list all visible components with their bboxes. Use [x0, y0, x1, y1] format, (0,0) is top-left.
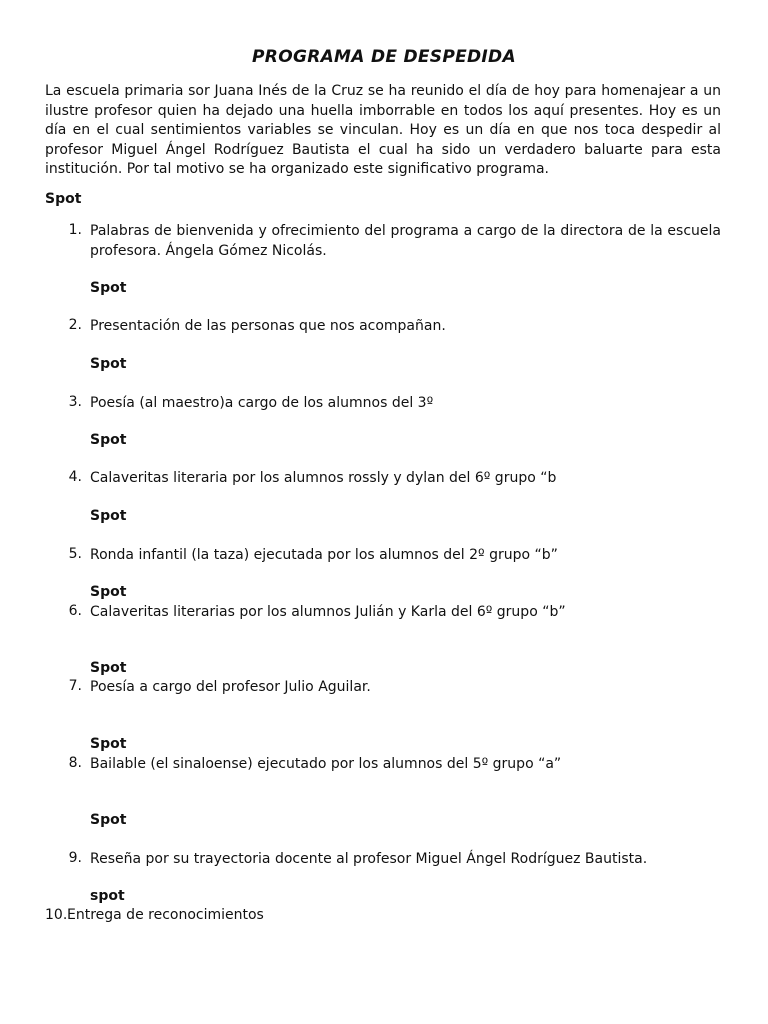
item-number: 6.	[68, 603, 82, 619]
item-number: 10.	[45, 907, 68, 923]
item-text: Calaveritas literaria por los alumnos rossly y dylan del 6º grupo “b	[90, 470, 557, 486]
item-text: Poesía a cargo del profesor Julio Aguilar.	[90, 679, 371, 695]
item-text: Reseña por su trayectoria docente al profesor Miguel Ángel Rodríguez Bautista.	[90, 851, 648, 867]
document-title: PROGRAMA DE DESPEDIDA	[252, 47, 516, 67]
intro-paragraph: La escuela primaria sor Juana Inés de la Cruz se ha reunido el día de hoy para homenajear a un ilustre profesor quien ha dejado una huella imborrable en todos los aquí presentes. Hoy es un día en el cual sentimientos variables se vinculan. Hoy es un día en que nos toca despedir al profesor Miguel Ángel Rodríguez Bautista el cual ha sido un verdadero baluarte para esta institución. Por tal motivo se ha organizado este significativo programa.	[45, 83, 721, 177]
item-text: Poesía (al maestro)a cargo de los alumnos del 3º	[90, 395, 434, 411]
item-text: Ronda infantil (la taza) ejecutada por los alumnos del 2º grupo “b”	[90, 547, 558, 563]
spot-label-5: Spot	[90, 584, 127, 600]
item-text: Palabras de bienvenida y ofrecimiento del programa a cargo de la directora de la escuela profesora. Ángela Gómez Nicolás.	[90, 223, 721, 259]
item-number: 2.	[68, 317, 82, 333]
item-number: 5.	[68, 546, 82, 562]
item-number: 1.	[68, 222, 82, 238]
spot-label-8: Spot	[90, 812, 127, 828]
item-number: 4.	[68, 469, 82, 485]
item-number: 8.	[68, 755, 82, 771]
spot-label-9: spot	[90, 888, 125, 904]
spot-label-6: Spot	[90, 660, 127, 676]
item-text: Calaveritas literarias por los alumnos Julián y Karla del 6º grupo “b”	[90, 604, 566, 620]
program-item-10	[45, 907, 264, 923]
spot-heading: Spot	[45, 191, 82, 207]
spot-label-4: Spot	[90, 508, 127, 524]
spot-label-3: Spot	[90, 432, 127, 448]
item-number: 9.	[68, 850, 82, 866]
item-text: Bailable (el sinaloense) ejecutado por los alumnos del 5º grupo “a”	[90, 756, 562, 772]
spot-label-1: Spot	[90, 280, 127, 296]
item-text: Presentación de las personas que nos acompañan.	[90, 318, 446, 334]
spot-label-2: Spot	[90, 356, 127, 372]
item-text: Entrega de reconocimientos	[67, 907, 264, 923]
item-number: 7.	[68, 678, 82, 694]
spot-label-7: Spot	[90, 736, 127, 752]
item-number: 3.	[68, 394, 82, 410]
